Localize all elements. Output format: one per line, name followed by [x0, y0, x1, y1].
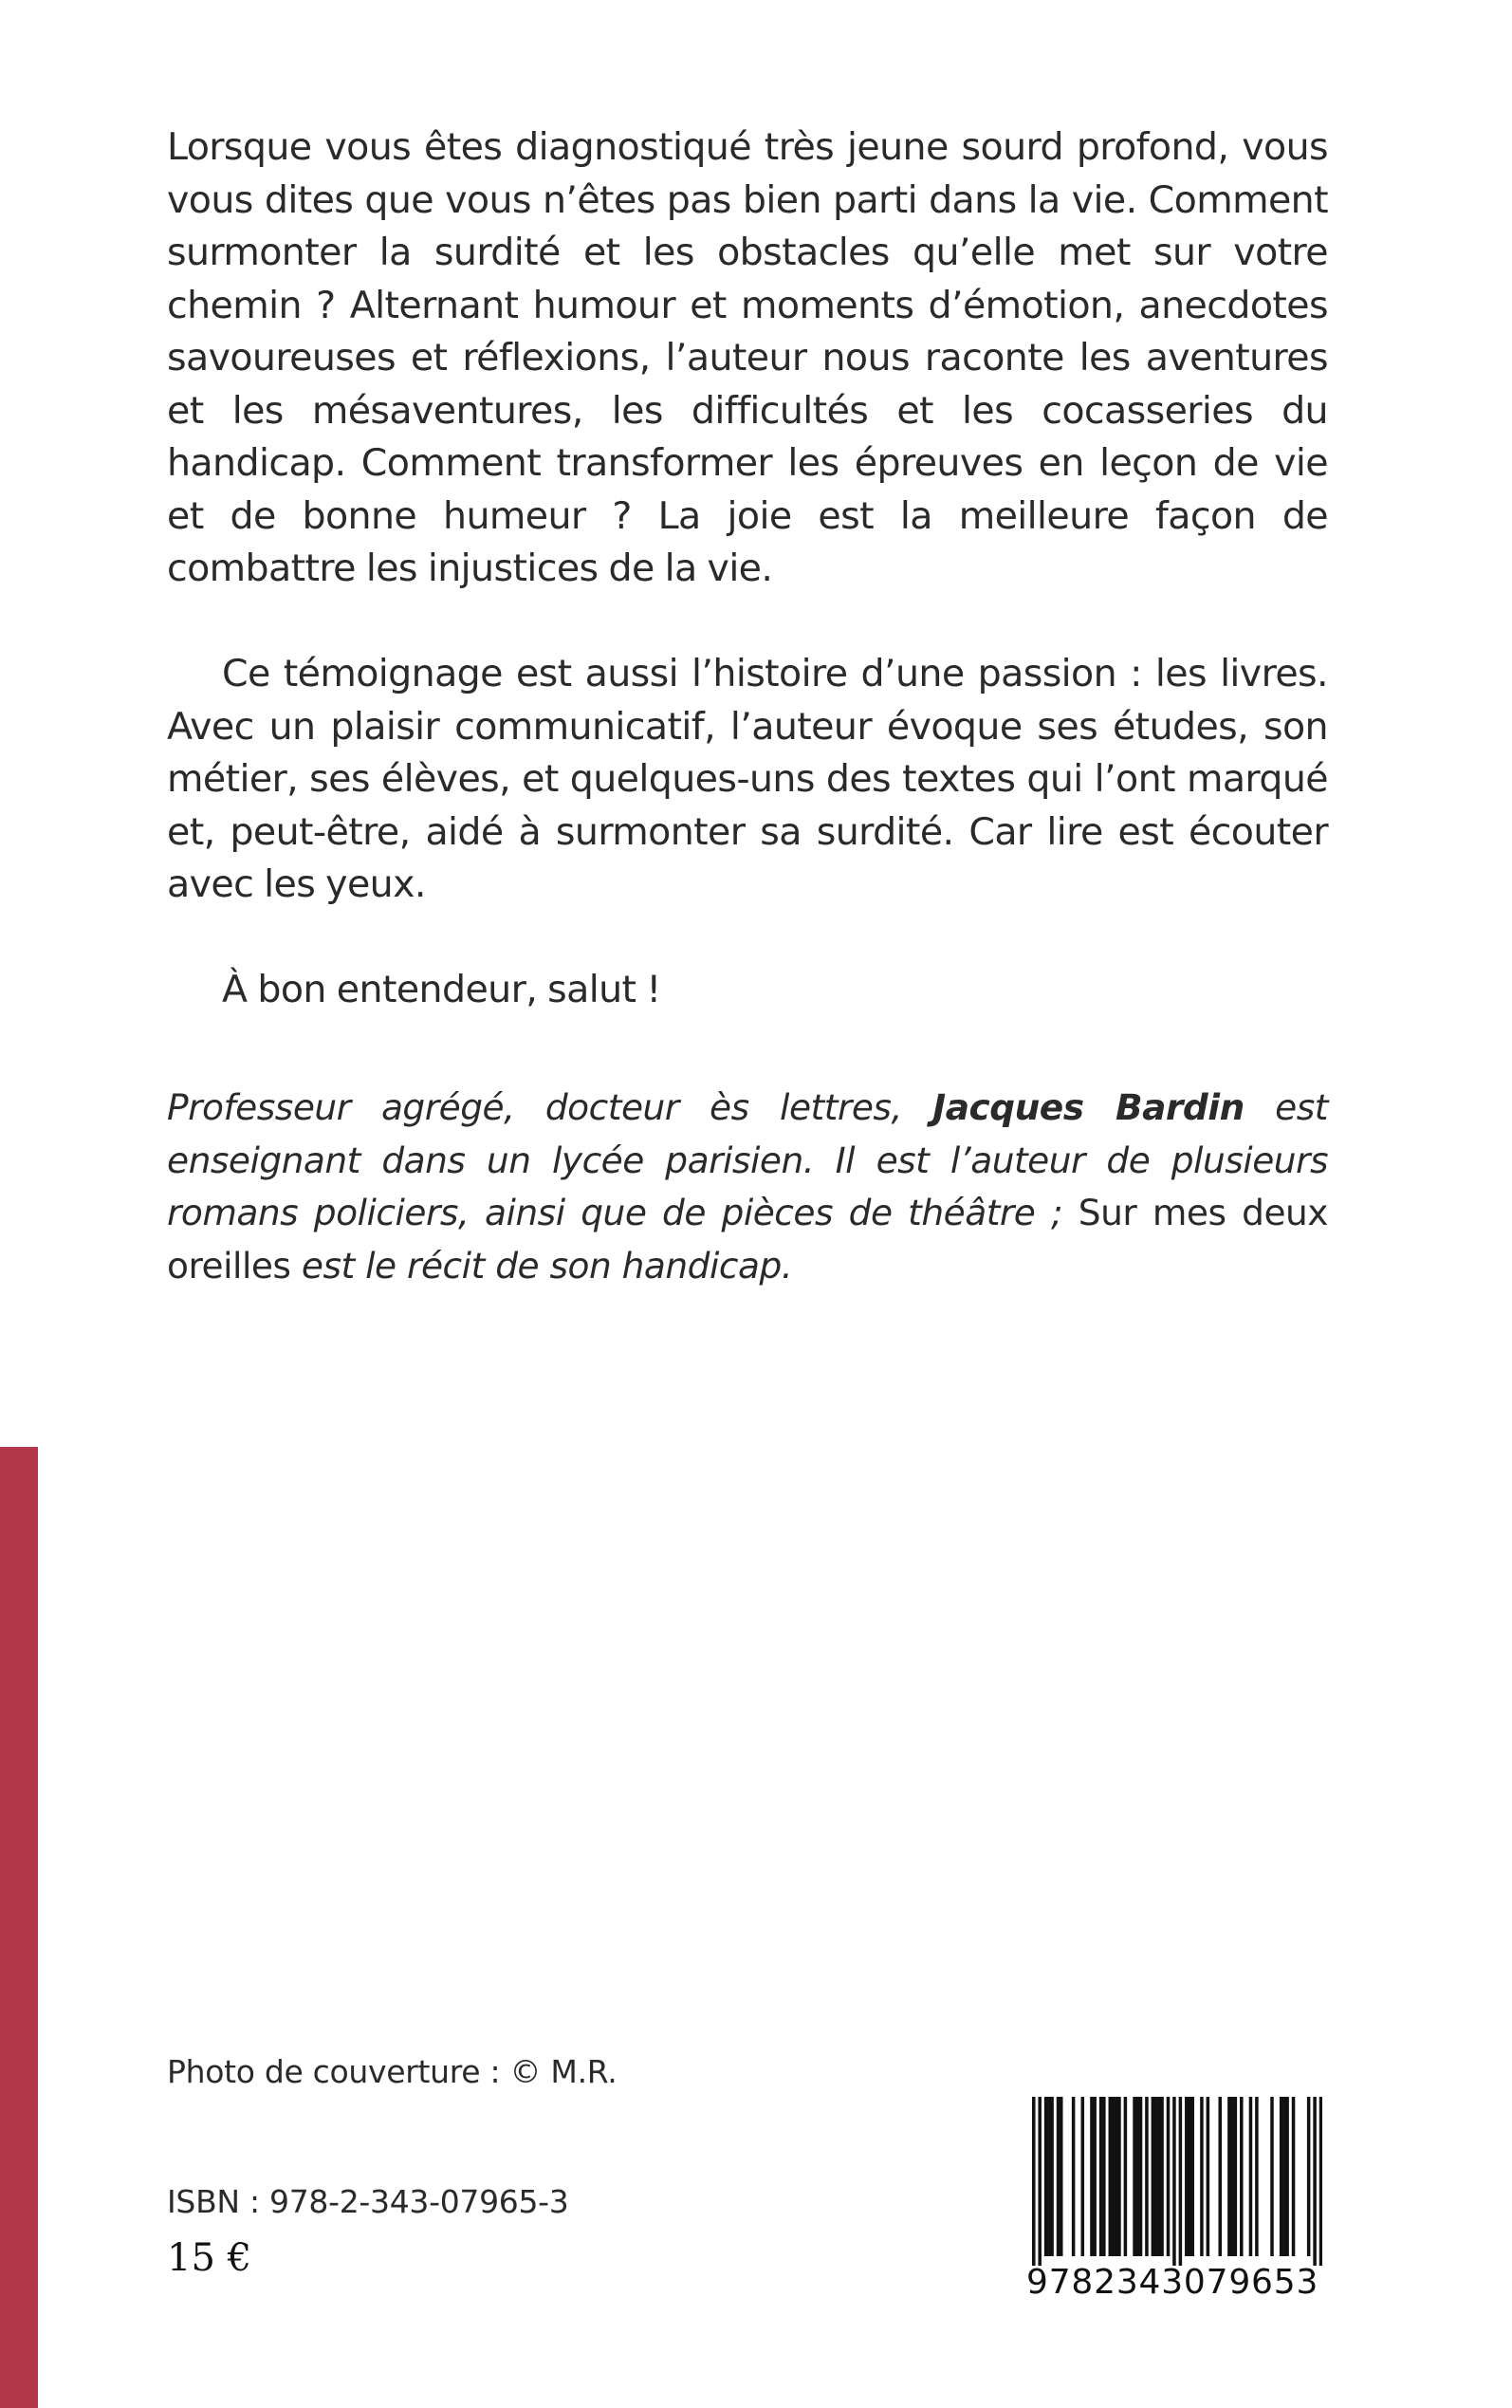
barcode-bar — [1319, 2097, 1322, 2266]
bio-middle: est enseignant dans un lycée parisien. Il est l’auteur de plusieurs romans policiers, ainsi que de pièces de théâtre ; — [167, 1086, 1328, 1233]
barcode-bar — [1081, 2097, 1085, 2256]
barcode-bars — [1032, 2097, 1322, 2266]
barcode-number: 9782343079653 — [1026, 2263, 1319, 2302]
back-cover-blurb — [167, 121, 1328, 1017]
barcode-bar — [1218, 2097, 1222, 2256]
barcode-bar — [1109, 2097, 1113, 2256]
barcode-bar — [1282, 2097, 1286, 2256]
barcode-bar — [1136, 2097, 1140, 2256]
barcode-bar — [1240, 2097, 1244, 2256]
barcode-bar — [1154, 2097, 1158, 2256]
author-bio — [167, 1082, 1328, 1292]
barcode-bar — [1190, 2097, 1194, 2256]
barcode-bar — [1292, 2097, 1296, 2256]
barcode-bar — [1090, 2097, 1094, 2256]
barcode-bar — [1139, 2097, 1143, 2256]
barcode-bar — [1117, 2097, 1121, 2256]
barcode-bar — [1145, 2097, 1149, 2256]
blurb-paragraph-2: Ce témoignage est aussi l’histoire d’une passion : les livres. Avec un plaisir communicatif, l’auteur évoque ses études, son métier, ses élèves, et quelques-uns des textes qui l’ont marqué et, peut-être, aidé à surmonter sa surdité. Car lire est écouter avec les yeux. — [167, 652, 1328, 906]
barcode-bar — [1285, 2097, 1289, 2256]
barcode-bar — [1280, 2097, 1283, 2256]
bio-end: est le récit de son handicap. — [290, 1244, 793, 1287]
barcode-bar — [1044, 2097, 1048, 2256]
blurb-paragraph-3: À bon entendeur, salut ! — [222, 968, 661, 1011]
barcode-bar — [1230, 2097, 1234, 2256]
barcode-bar — [1172, 2097, 1176, 2266]
barcode-bar — [1160, 2097, 1164, 2256]
barcode-bar — [1072, 2097, 1076, 2256]
barcode-bar — [1157, 2097, 1161, 2256]
barcode-bar — [1307, 2097, 1311, 2256]
barcode-bar — [1152, 2097, 1155, 2256]
barcode-bar — [1112, 2097, 1116, 2256]
barcode-bar — [1093, 2097, 1097, 2256]
barcode-bar — [1124, 2097, 1128, 2256]
barcode-bar — [1050, 2097, 1054, 2256]
barcode-bar — [1038, 2097, 1042, 2266]
barcode-bar — [1115, 2097, 1118, 2256]
barcode-bar — [1249, 2097, 1253, 2256]
barcode-bar — [1047, 2097, 1051, 2256]
barcode-bar — [1207, 2097, 1210, 2256]
author-name: Jacques Bardin — [932, 1086, 1245, 1128]
blurb-paragraph-1: Lorsque vous êtes diagnostiqué très jeune sourd profond, vous vous dites que vous n’êtes pas bien parti dans la vie. Comment surmonter la surdité et les obstacles qu’elle met sur votre chemin ? Alternant humour et moments d’émotion, anecdotes savoureuses et réflexions, l’auteur nous raconte les aventures et les mésaventures, les difficultés et les cocasseries du handicap. Comment transformer les épreuves en leçon de vie et de bonne humeur ? La joie est la meilleure façon de combattre les injustices de la vie. — [167, 125, 1328, 590]
book-title: Sur mes deux oreilles — [167, 1192, 1328, 1287]
barcode-bar — [1167, 2097, 1171, 2256]
price-label: 15 € — [167, 2236, 252, 2280]
spine-accent-strip — [0, 1447, 38, 2408]
barcode-bar — [1032, 2097, 1036, 2266]
barcode-bar — [1102, 2097, 1106, 2256]
barcode-bar — [1200, 2097, 1204, 2256]
barcode-bar — [1185, 2097, 1189, 2256]
barcode-bar — [1133, 2097, 1136, 2256]
barcode-bar — [1234, 2097, 1238, 2256]
barcode — [1032, 2097, 1322, 2266]
barcode-bar — [1060, 2097, 1063, 2256]
photo-credit: Photo de couverture : © M.R. — [167, 2053, 618, 2090]
barcode-bar — [1255, 2097, 1259, 2256]
bio-intro: Professeur agrégé, docteur ès lettres, — [167, 1086, 933, 1128]
barcode-bar — [1270, 2097, 1274, 2256]
barcode-bar — [1179, 2097, 1183, 2266]
barcode-bar — [1057, 2097, 1060, 2256]
barcode-bar — [1099, 2097, 1103, 2256]
barcode-bar — [1313, 2097, 1317, 2266]
isbn-label: ISBN : 978-2-343-07965-3 — [167, 2183, 569, 2220]
barcode-bar — [1188, 2097, 1191, 2256]
barcode-bar — [1227, 2097, 1231, 2256]
